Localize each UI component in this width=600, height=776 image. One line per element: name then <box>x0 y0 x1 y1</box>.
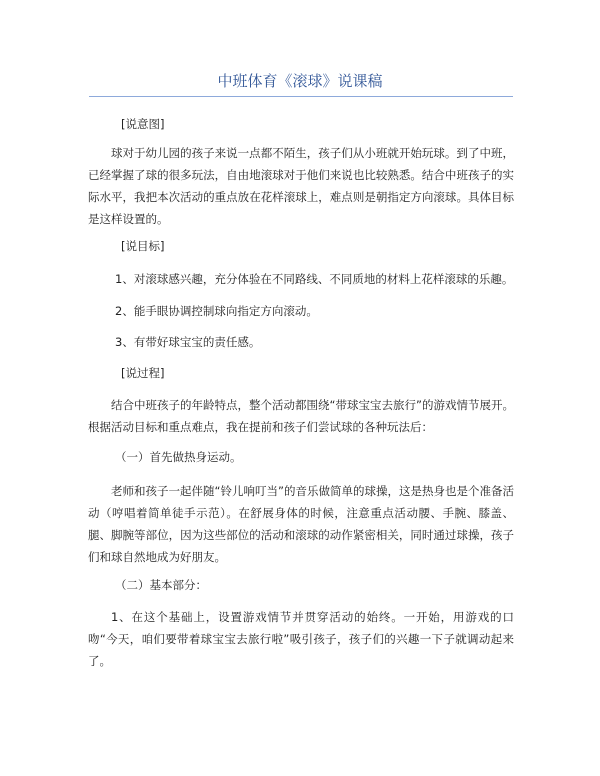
intent-heading: [说意图] <box>121 117 165 131</box>
goals-heading: [说目标] <box>121 239 165 253</box>
part1-paragraph: 老师和孩子一起伴随“铃儿响叮当”的音乐做简单的球操，这是热身也是个准备活动（哼唱着简单徒手示范）。在舒展身体的时候，注意重点活动腰、手腕、膝盖、腿、脚腕等部位，因为这些部位的活动和滚球的动作紧密相关，同时通过球操，孩子们和球自然地成为好朋友。 <box>88 484 514 564</box>
part1-heading: （一）首先做热身运动。 <box>115 450 242 464</box>
part2-paragraph: 1、在这个基础上，设置游戏情节并贯穿活动的始终。一开始，用游戏的口吻“今天，咱们要带着球宝宝去旅行啦”吸引孩子，孩子们的兴趣一下子就调动起来了。 <box>88 610 514 668</box>
document-title: 中班体育《滚球》说课稿 <box>217 72 383 90</box>
goal-item-1: 1、对滚球感兴趣，充分体验在不同路线、不同质地的材料上花样滚球的乐趣。 <box>115 272 514 286</box>
goal-item-2: 2、能手眼协调控制球向指定方向滚动。 <box>115 304 318 318</box>
part2-heading: （二）基本部分： <box>115 578 207 592</box>
process-heading: [说过程] <box>121 366 165 380</box>
process-paragraph: 结合中班孩子的年龄特点，整个活动都围绕“带球宝宝去旅行”的游戏情节展开。根据活动目标和重点难点，我在提前和孩子们尝试球的各种玩法后： <box>88 398 514 434</box>
goal-item-3: 3、有带好球宝宝的责任感。 <box>115 335 261 349</box>
intent-paragraph: 球对于幼儿园的孩子来说一点都不陌生，孩子们从小班就开始玩球。到了中班，已经掌握了球的很多玩法，自由地滚球对于他们来说也比较熟悉。结合中班孩子的实际水平，我把本次活动的重点放在花样滚球上，难点则是朝指定方向滚球。具体目标是这样设置的。 <box>88 146 514 226</box>
title-underline <box>89 96 513 97</box>
